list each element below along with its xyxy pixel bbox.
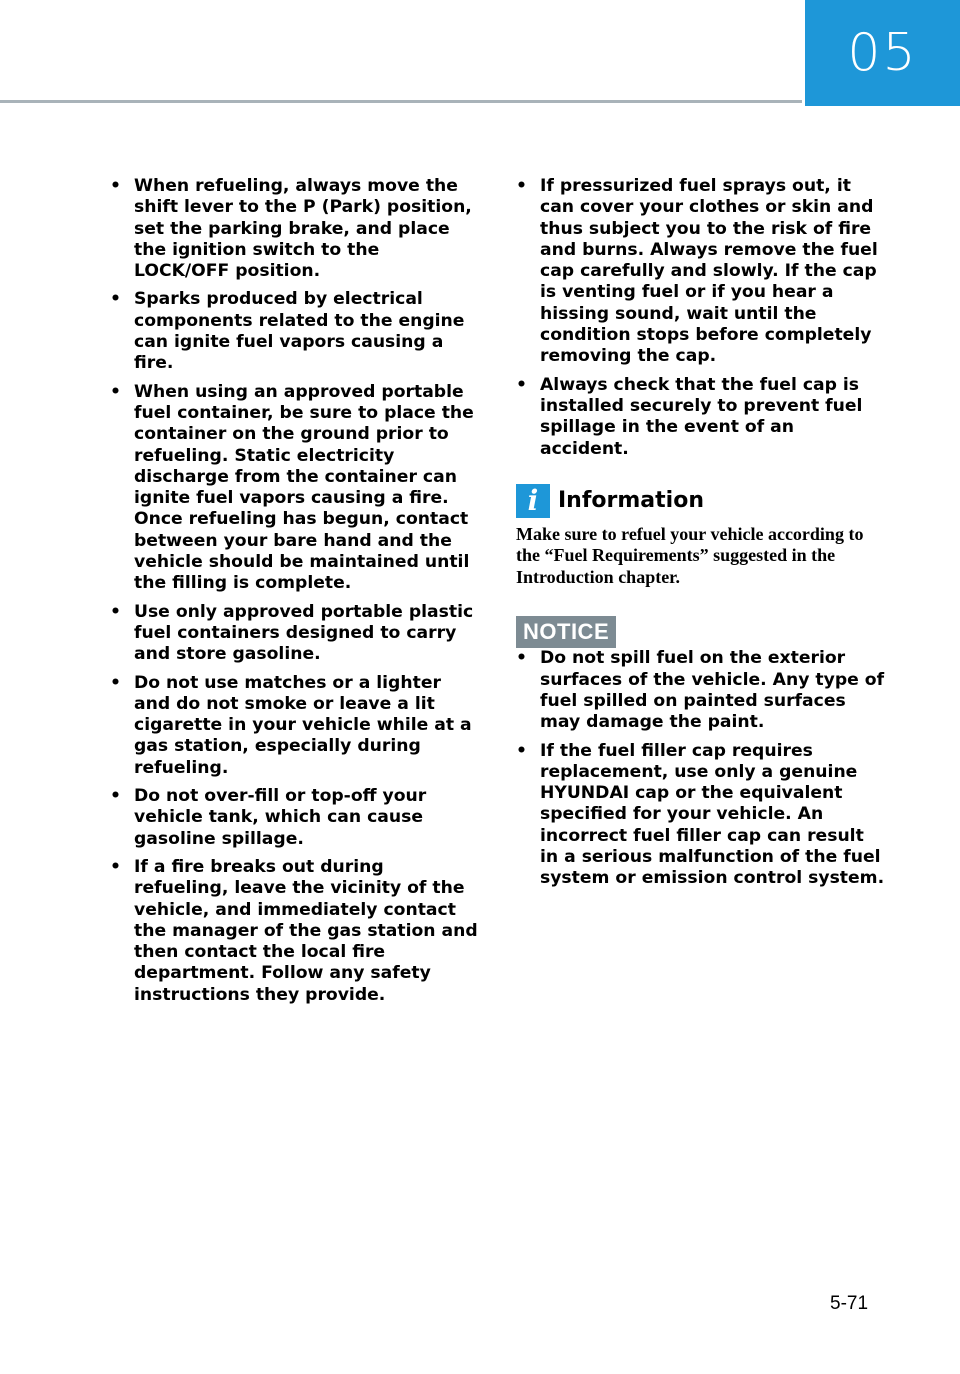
list-item: • If the fuel filler cap requires replacement, use only a genuine HYUNDAI cap or the equivalent specified for your vehicle. An incorrect fuel filler cap can result in a serious malfunction of the fuel system or emission control system. — [516, 741, 886, 890]
list-item: • If pressurized fuel sprays out, it can cover your clothes or skin and thus subject you to the risk of fire and burns. Always remove the fuel cap carefully and slowly. If the cap is venting fuel or if you hear a hissing sound, wait until the condition stops before completely removing the cap. — [516, 176, 886, 368]
list-item: • Do not over-fill or top-off your vehicle tank, which can cause gasoline spillage. — [110, 786, 480, 850]
list-item: • When using an approved portable fuel container, be sure to place the container on the ground prior to refueling. Static electricity discharge from the container can ignite fuel vapors causing a fire. Once refueling has begun, contact between your bare hand and the vehicle should be maintained until the filling is complete. — [110, 382, 480, 595]
right-column — [516, 176, 886, 897]
notice-badge: NOTICE — [516, 616, 616, 648]
list-item: • If a fire breaks out during refueling, leave the vicinity of the vehicle, and immediately contact the manager of the gas station and then contact the local fire department. Follow any safety instructions they provide. — [110, 857, 480, 1006]
left-column — [110, 176, 480, 1013]
info-icon: i — [516, 484, 550, 518]
chapter-tab: 05 — [805, 0, 960, 106]
information-title: Information — [558, 488, 704, 514]
header-rule — [0, 100, 802, 103]
list-item: • Sparks produced by electrical components related to the engine can ignite fuel vapors causing a fire. — [110, 289, 480, 374]
list-item: • Always check that the fuel cap is installed securely to prevent fuel spillage in the event of an accident. — [516, 375, 886, 460]
information-header — [516, 484, 886, 518]
warning-list-continued — [516, 176, 886, 460]
information-body: Make sure to refuel your vehicle according to the “Fuel Requirements” suggested in the Introduction chapter. — [516, 523, 864, 587]
list-item: • Use only approved portable plastic fuel containers designed to carry and store gasoline. — [110, 602, 480, 666]
list-item: • When refueling, always move the shift lever to the P (Park) position, set the parking brake, and place the ignition switch to the LOCK/OFF position. — [110, 176, 480, 282]
warning-list — [110, 176, 480, 1006]
page-number: 5-71 — [830, 1293, 869, 1314]
notice-list — [516, 648, 886, 889]
list-item: • Do not spill fuel on the exterior surfaces of the vehicle. Any type of fuel spilled on painted surfaces may damage the paint. — [516, 648, 886, 733]
list-item: • Do not use matches or a lighter and do not smoke or leave a lit cigarette in your vehicle while at a gas station, especially during refueling. — [110, 673, 480, 779]
